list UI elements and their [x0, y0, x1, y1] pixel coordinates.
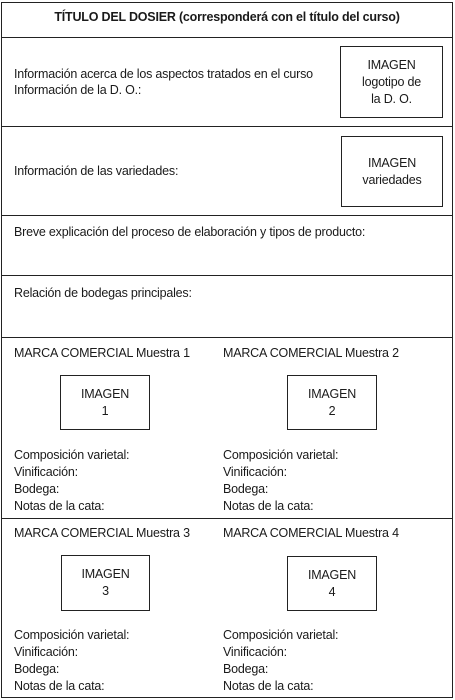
field-winery: Bodega:	[223, 482, 269, 496]
sample-4-heading: MARCA COMERCIAL Muestra 4	[223, 526, 399, 540]
divider	[1, 275, 453, 276]
do-logo-image-placeholder	[340, 46, 443, 118]
image-label: IMAGEN	[307, 386, 357, 401]
sample-3-image-placeholder	[61, 555, 150, 611]
field-tasting-notes: Notas de la cata:	[223, 679, 314, 693]
field-composition: Composición varietal:	[14, 448, 130, 462]
image-caption: 4	[328, 584, 336, 599]
field-composition: Composición varietal:	[223, 628, 339, 642]
sample-2-heading: MARCA COMERCIAL Muestra 2	[223, 346, 399, 360]
title-sub: (corresponderá con el título del curso)	[178, 10, 400, 24]
sample-1-heading: MARCA COMERCIAL Muestra 1	[14, 346, 190, 360]
sample-2-image-placeholder	[287, 375, 377, 430]
image-caption: variedades	[362, 172, 422, 187]
field-winery: Bodega:	[14, 662, 60, 676]
page-title	[1, 10, 453, 24]
field-vinification: Vinificación:	[14, 465, 78, 479]
title-main: TÍTULO DEL DOSIER	[54, 10, 176, 24]
image-caption: logotipo de	[362, 74, 421, 89]
varieties-image-placeholder	[341, 136, 443, 207]
field-vinification: Vinificación:	[223, 645, 287, 659]
image-caption: la D. O.	[371, 91, 412, 106]
field-composition: Composición varietal:	[223, 448, 339, 462]
field-vinification: Vinificación:	[14, 645, 78, 659]
do-info-text: Información de la D. O.:	[14, 83, 142, 97]
divider	[1, 215, 453, 216]
divider	[1, 337, 453, 338]
field-tasting-notes: Notas de la cata:	[223, 499, 314, 513]
divider	[1, 518, 453, 519]
process-explanation-text: Breve explicación del proceso de elaboración y tipos de producto:	[14, 225, 366, 239]
image-caption: 1	[101, 403, 109, 418]
image-label: IMAGEN	[307, 567, 357, 582]
field-composition: Composición varietal:	[14, 628, 130, 642]
sample-4-image-placeholder	[287, 556, 377, 611]
field-winery: Bodega:	[14, 482, 60, 496]
divider	[1, 37, 453, 38]
field-vinification: Vinificación:	[223, 465, 287, 479]
sample-1-image-placeholder	[60, 375, 150, 430]
image-caption: 2	[328, 403, 336, 418]
varieties-info-text: Información de las variedades:	[14, 164, 179, 178]
sample-3-heading: MARCA COMERCIAL Muestra 3	[14, 526, 190, 540]
field-tasting-notes: Notas de la cata:	[14, 679, 105, 693]
field-tasting-notes: Notas de la cata:	[14, 499, 105, 513]
image-label: IMAGEN	[80, 386, 130, 401]
image-caption: 3	[102, 584, 109, 598]
image-label: IMAGEN	[367, 155, 417, 170]
image-label: IMAGEN	[367, 57, 416, 72]
wineries-text: Relación de bodegas principales:	[14, 286, 192, 300]
field-winery: Bodega:	[223, 662, 269, 676]
course-info-text: Información acerca de los aspectos tratados en el curso	[14, 67, 313, 81]
divider	[1, 126, 453, 127]
image-label: IMAGEN	[81, 567, 130, 581]
